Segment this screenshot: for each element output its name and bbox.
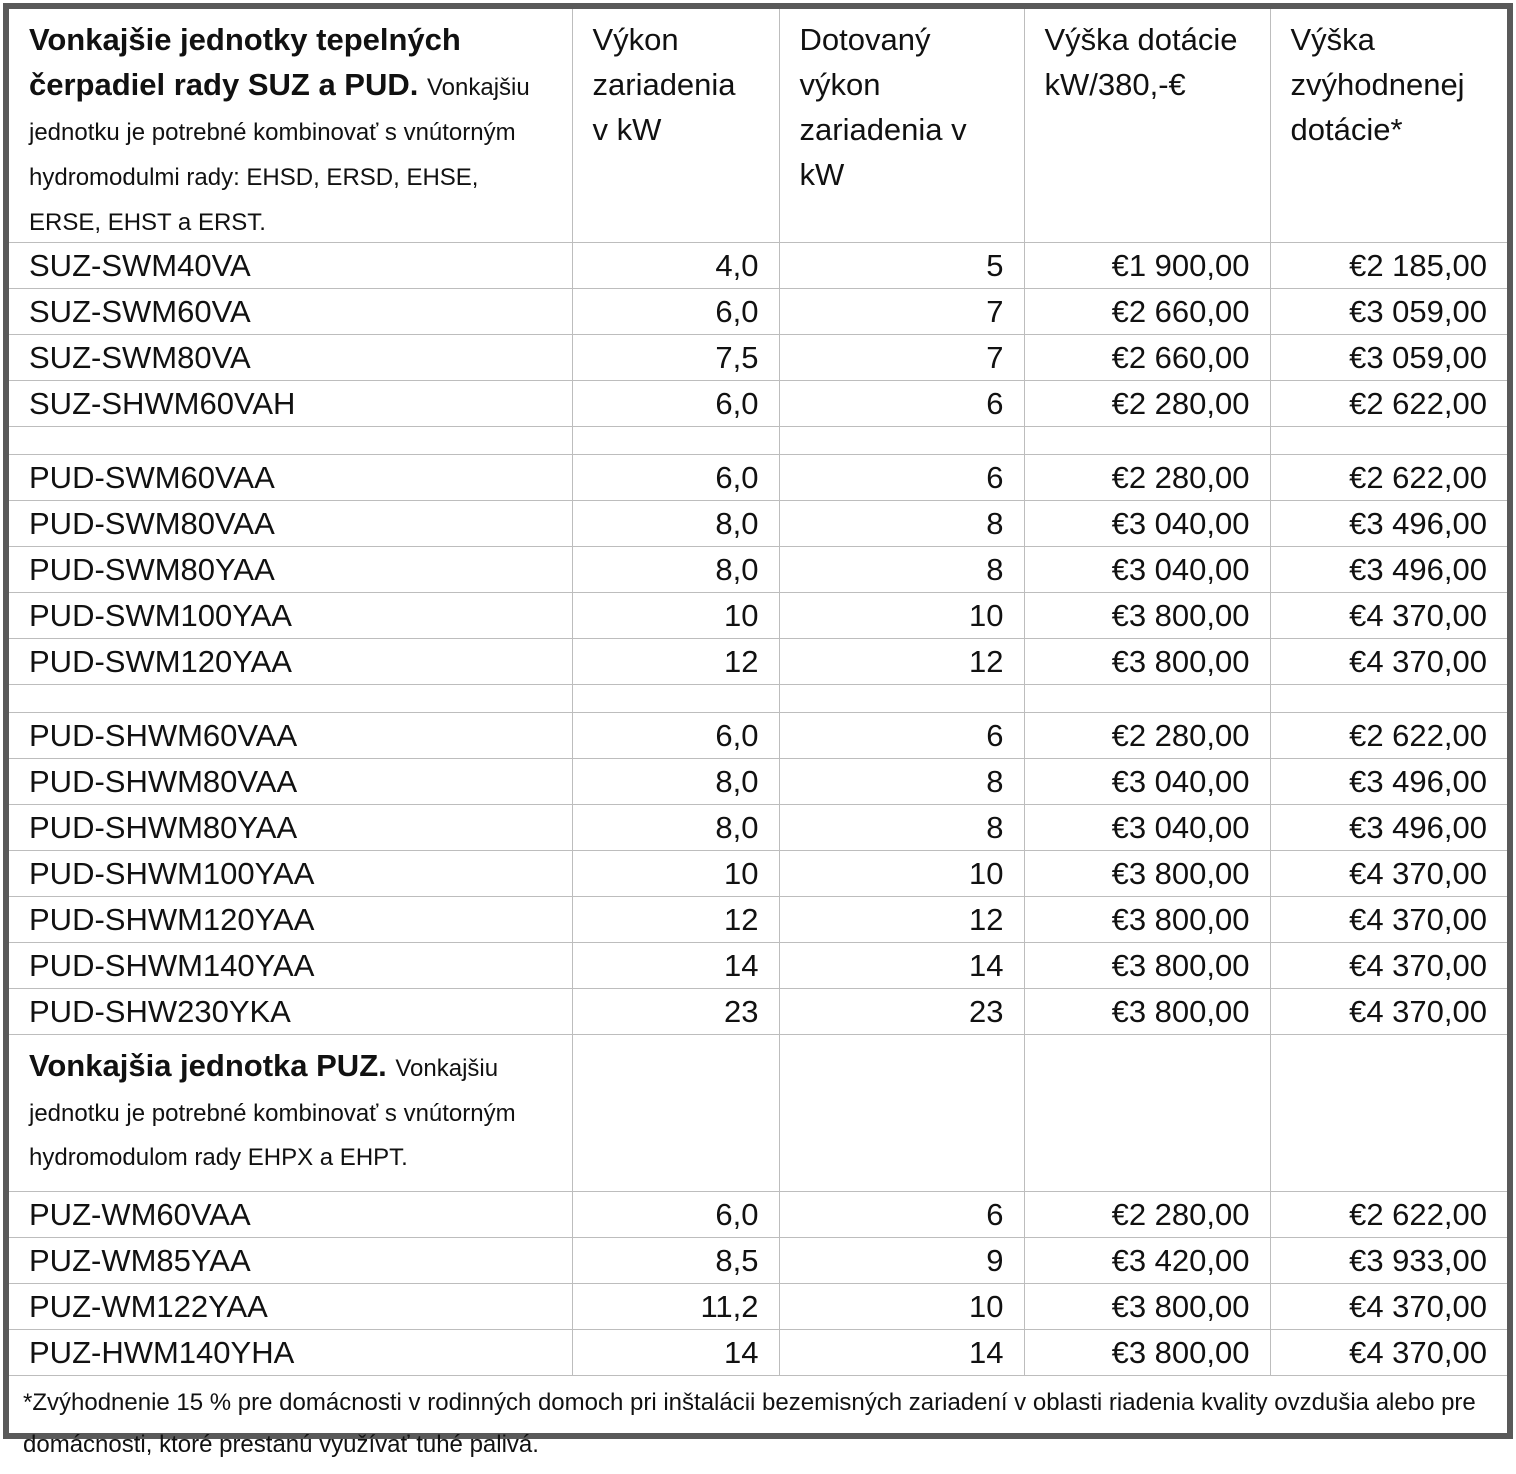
cell-subsidized-power: 14 (779, 1330, 1024, 1376)
document-frame (3, 3, 1513, 1439)
cell-subsidy: €2 280,00 (1024, 381, 1270, 427)
cell-enhanced-subsidy: €4 370,00 (1270, 1284, 1507, 1330)
table-row (9, 455, 1507, 501)
cell-model: PUD-SWM60VAA (9, 455, 572, 501)
cell-model: PUZ-WM60VAA (9, 1192, 572, 1238)
cell-enhanced-subsidy: €2 622,00 (1270, 381, 1507, 427)
cell-power: 8,0 (572, 547, 779, 593)
empty-cell (1270, 685, 1507, 713)
header-units-title: Vonkajšie jednotky tepelných čerpadiel rady SUZ a PUD. (29, 22, 461, 102)
cell-subsidy: €3 800,00 (1024, 1284, 1270, 1330)
cell-subsidy: €3 800,00 (1024, 943, 1270, 989)
section-puz (9, 1035, 572, 1192)
cell-subsidy: €2 280,00 (1024, 1192, 1270, 1238)
cell-subsidy: €3 800,00 (1024, 1330, 1270, 1376)
header-enhanced-subsidy: Výška zvýhodnenej dotácie* (1270, 9, 1507, 243)
cell-power: 8,0 (572, 501, 779, 547)
table-row (9, 547, 1507, 593)
cell-model: PUD-SHWM140YAA (9, 943, 572, 989)
cell-subsidy: €3 800,00 (1024, 989, 1270, 1035)
table-row (9, 593, 1507, 639)
cell-model: PUD-SHWM120YAA (9, 897, 572, 943)
cell-subsidized-power: 8 (779, 547, 1024, 593)
cell-subsidized-power: 5 (779, 243, 1024, 289)
table-row (9, 1238, 1507, 1284)
cell-enhanced-subsidy: €4 370,00 (1270, 851, 1507, 897)
table-row (9, 851, 1507, 897)
cell-power: 11,2 (572, 1284, 779, 1330)
cell-enhanced-subsidy: €3 059,00 (1270, 335, 1507, 381)
section-puz-note: Vonkajšiu jednotku je potrebné kombinovať s vnútorným hydromodulom rady EHPX a EHPT. (29, 1055, 516, 1171)
cell-subsidized-power: 9 (779, 1238, 1024, 1284)
cell-subsidized-power: 12 (779, 639, 1024, 685)
cell-model: PUD-SWM120YAA (9, 639, 572, 685)
cell-subsidy: €3 800,00 (1024, 639, 1270, 685)
cell-subsidized-power: 7 (779, 335, 1024, 381)
cell-subsidized-power: 10 (779, 1284, 1024, 1330)
empty-cell (572, 685, 779, 713)
cell-power: 12 (572, 639, 779, 685)
cell-subsidy: €3 420,00 (1024, 1238, 1270, 1284)
cell-subsidized-power: 12 (779, 897, 1024, 943)
cell-enhanced-subsidy: €3 496,00 (1270, 805, 1507, 851)
cell-subsidized-power: 6 (779, 713, 1024, 759)
cell-enhanced-subsidy: €4 370,00 (1270, 989, 1507, 1035)
cell-enhanced-subsidy: €4 370,00 (1270, 943, 1507, 989)
spacer-row (9, 685, 1507, 713)
cell-model: PUZ-WM122YAA (9, 1284, 572, 1330)
empty-cell (1270, 1035, 1507, 1192)
cell-power: 8,0 (572, 759, 779, 805)
cell-enhanced-subsidy: €4 370,00 (1270, 639, 1507, 685)
cell-enhanced-subsidy: €3 059,00 (1270, 289, 1507, 335)
cell-subsidy: €3 040,00 (1024, 501, 1270, 547)
cell-subsidy: €2 280,00 (1024, 455, 1270, 501)
table-row (9, 897, 1507, 943)
empty-cell (9, 427, 572, 455)
empty-cell (779, 685, 1024, 713)
cell-power: 7,5 (572, 335, 779, 381)
cell-subsidy: €3 800,00 (1024, 851, 1270, 897)
cell-subsidy: €3 800,00 (1024, 593, 1270, 639)
table-row (9, 289, 1507, 335)
cell-enhanced-subsidy: €2 622,00 (1270, 1192, 1507, 1238)
empty-cell (1270, 427, 1507, 455)
table-row (9, 713, 1507, 759)
table-row (9, 989, 1507, 1035)
cell-subsidy: €1 900,00 (1024, 243, 1270, 289)
empty-cell (779, 1035, 1024, 1192)
cell-power: 12 (572, 897, 779, 943)
footnote: *Zvýhodnenie 15 % pre domácnosti v rodinných domoch pri inštalácii bezemisných zariadení v oblasti riadenia kvality ovzdušia alebo pre domácnosti, ktoré prestanú využívať tuhé palivá. (9, 1376, 1507, 1474)
cell-power: 8,0 (572, 805, 779, 851)
header-power: Výkon zariadenia v kW (572, 9, 779, 243)
table-row (9, 1330, 1507, 1376)
table-row (9, 639, 1507, 685)
cell-power: 6,0 (572, 455, 779, 501)
section-puz-title: Vonkajšia jednotka PUZ. (29, 1048, 387, 1083)
cell-model: PUD-SWM80YAA (9, 547, 572, 593)
cell-model: PUZ-WM85YAA (9, 1238, 572, 1284)
header-units-note: Vonkajšiu jednotku je potrebné kombinovať s vnútorným hydromodulmi rady: EHSD, ERSD, EHSE, ERSE, EHST a ERST. (29, 74, 530, 236)
cell-power: 8,5 (572, 1238, 779, 1284)
footnote-row (9, 1376, 1507, 1474)
cell-subsidized-power: 6 (779, 455, 1024, 501)
cell-subsidy: €2 660,00 (1024, 335, 1270, 381)
cell-subsidy: €3 040,00 (1024, 805, 1270, 851)
cell-model: SUZ-SWM40VA (9, 243, 572, 289)
cell-model: PUD-SHWM100YAA (9, 851, 572, 897)
table-row (9, 943, 1507, 989)
empty-cell (1024, 427, 1270, 455)
empty-cell (572, 427, 779, 455)
cell-enhanced-subsidy: €2 185,00 (1270, 243, 1507, 289)
cell-enhanced-subsidy: €3 496,00 (1270, 501, 1507, 547)
cell-subsidized-power: 8 (779, 501, 1024, 547)
cell-power: 10 (572, 593, 779, 639)
cell-model: SUZ-SHWM60VAH (9, 381, 572, 427)
table-row (9, 1192, 1507, 1238)
cell-power: 6,0 (572, 1192, 779, 1238)
cell-enhanced-subsidy: €2 622,00 (1270, 713, 1507, 759)
cell-enhanced-subsidy: €4 370,00 (1270, 897, 1507, 943)
cell-power: 14 (572, 1330, 779, 1376)
cell-power: 23 (572, 989, 779, 1035)
cell-subsidized-power: 6 (779, 381, 1024, 427)
empty-cell (572, 1035, 779, 1192)
cell-model: PUZ-HWM140YHA (9, 1330, 572, 1376)
table-row (9, 243, 1507, 289)
cell-model: PUD-SWM80VAA (9, 501, 572, 547)
cell-subsidized-power: 6 (779, 1192, 1024, 1238)
cell-subsidized-power: 14 (779, 943, 1024, 989)
cell-power: 6,0 (572, 713, 779, 759)
cell-enhanced-subsidy: €4 370,00 (1270, 1330, 1507, 1376)
table-row (9, 501, 1507, 547)
cell-subsidized-power: 7 (779, 289, 1024, 335)
cell-subsidy: €3 040,00 (1024, 547, 1270, 593)
cell-model: PUD-SWM100YAA (9, 593, 572, 639)
cell-subsidy: €3 040,00 (1024, 759, 1270, 805)
cell-enhanced-subsidy: €3 496,00 (1270, 759, 1507, 805)
table-row (9, 805, 1507, 851)
cell-power: 4,0 (572, 243, 779, 289)
header-units (9, 9, 572, 243)
empty-cell (779, 427, 1024, 455)
header-subsidized-power: Dotovaný výkon zariadenia v kW (779, 9, 1024, 243)
cell-subsidized-power: 23 (779, 989, 1024, 1035)
cell-model: PUD-SHWM60VAA (9, 713, 572, 759)
cell-power: 14 (572, 943, 779, 989)
table-header-row (9, 9, 1507, 243)
cell-subsidized-power: 8 (779, 805, 1024, 851)
empty-cell (1024, 1035, 1270, 1192)
table-row (9, 1284, 1507, 1330)
header-subsidy-amount: Výška dotácie kW/380,-€ (1024, 9, 1270, 243)
cell-enhanced-subsidy: €2 622,00 (1270, 455, 1507, 501)
table-row (9, 381, 1507, 427)
spacer-row (9, 427, 1507, 455)
cell-model: SUZ-SWM80VA (9, 335, 572, 381)
table-row (9, 335, 1507, 381)
cell-subsidy: €2 660,00 (1024, 289, 1270, 335)
cell-model: PUD-SHWM80YAA (9, 805, 572, 851)
empty-cell (1024, 685, 1270, 713)
cell-model: PUD-SHWM80VAA (9, 759, 572, 805)
cell-model: SUZ-SWM60VA (9, 289, 572, 335)
cell-subsidy: €3 800,00 (1024, 897, 1270, 943)
cell-power: 10 (572, 851, 779, 897)
empty-cell (9, 685, 572, 713)
section-puz-row (9, 1035, 1507, 1192)
subsidy-table (9, 9, 1507, 1474)
cell-subsidy: €2 280,00 (1024, 713, 1270, 759)
cell-power: 6,0 (572, 381, 779, 427)
cell-subsidized-power: 8 (779, 759, 1024, 805)
table-row (9, 759, 1507, 805)
cell-enhanced-subsidy: €4 370,00 (1270, 593, 1507, 639)
cell-model: PUD-SHW230YKA (9, 989, 572, 1035)
cell-subsidized-power: 10 (779, 593, 1024, 639)
cell-subsidized-power: 10 (779, 851, 1024, 897)
cell-enhanced-subsidy: €3 933,00 (1270, 1238, 1507, 1284)
cell-power: 6,0 (572, 289, 779, 335)
cell-enhanced-subsidy: €3 496,00 (1270, 547, 1507, 593)
